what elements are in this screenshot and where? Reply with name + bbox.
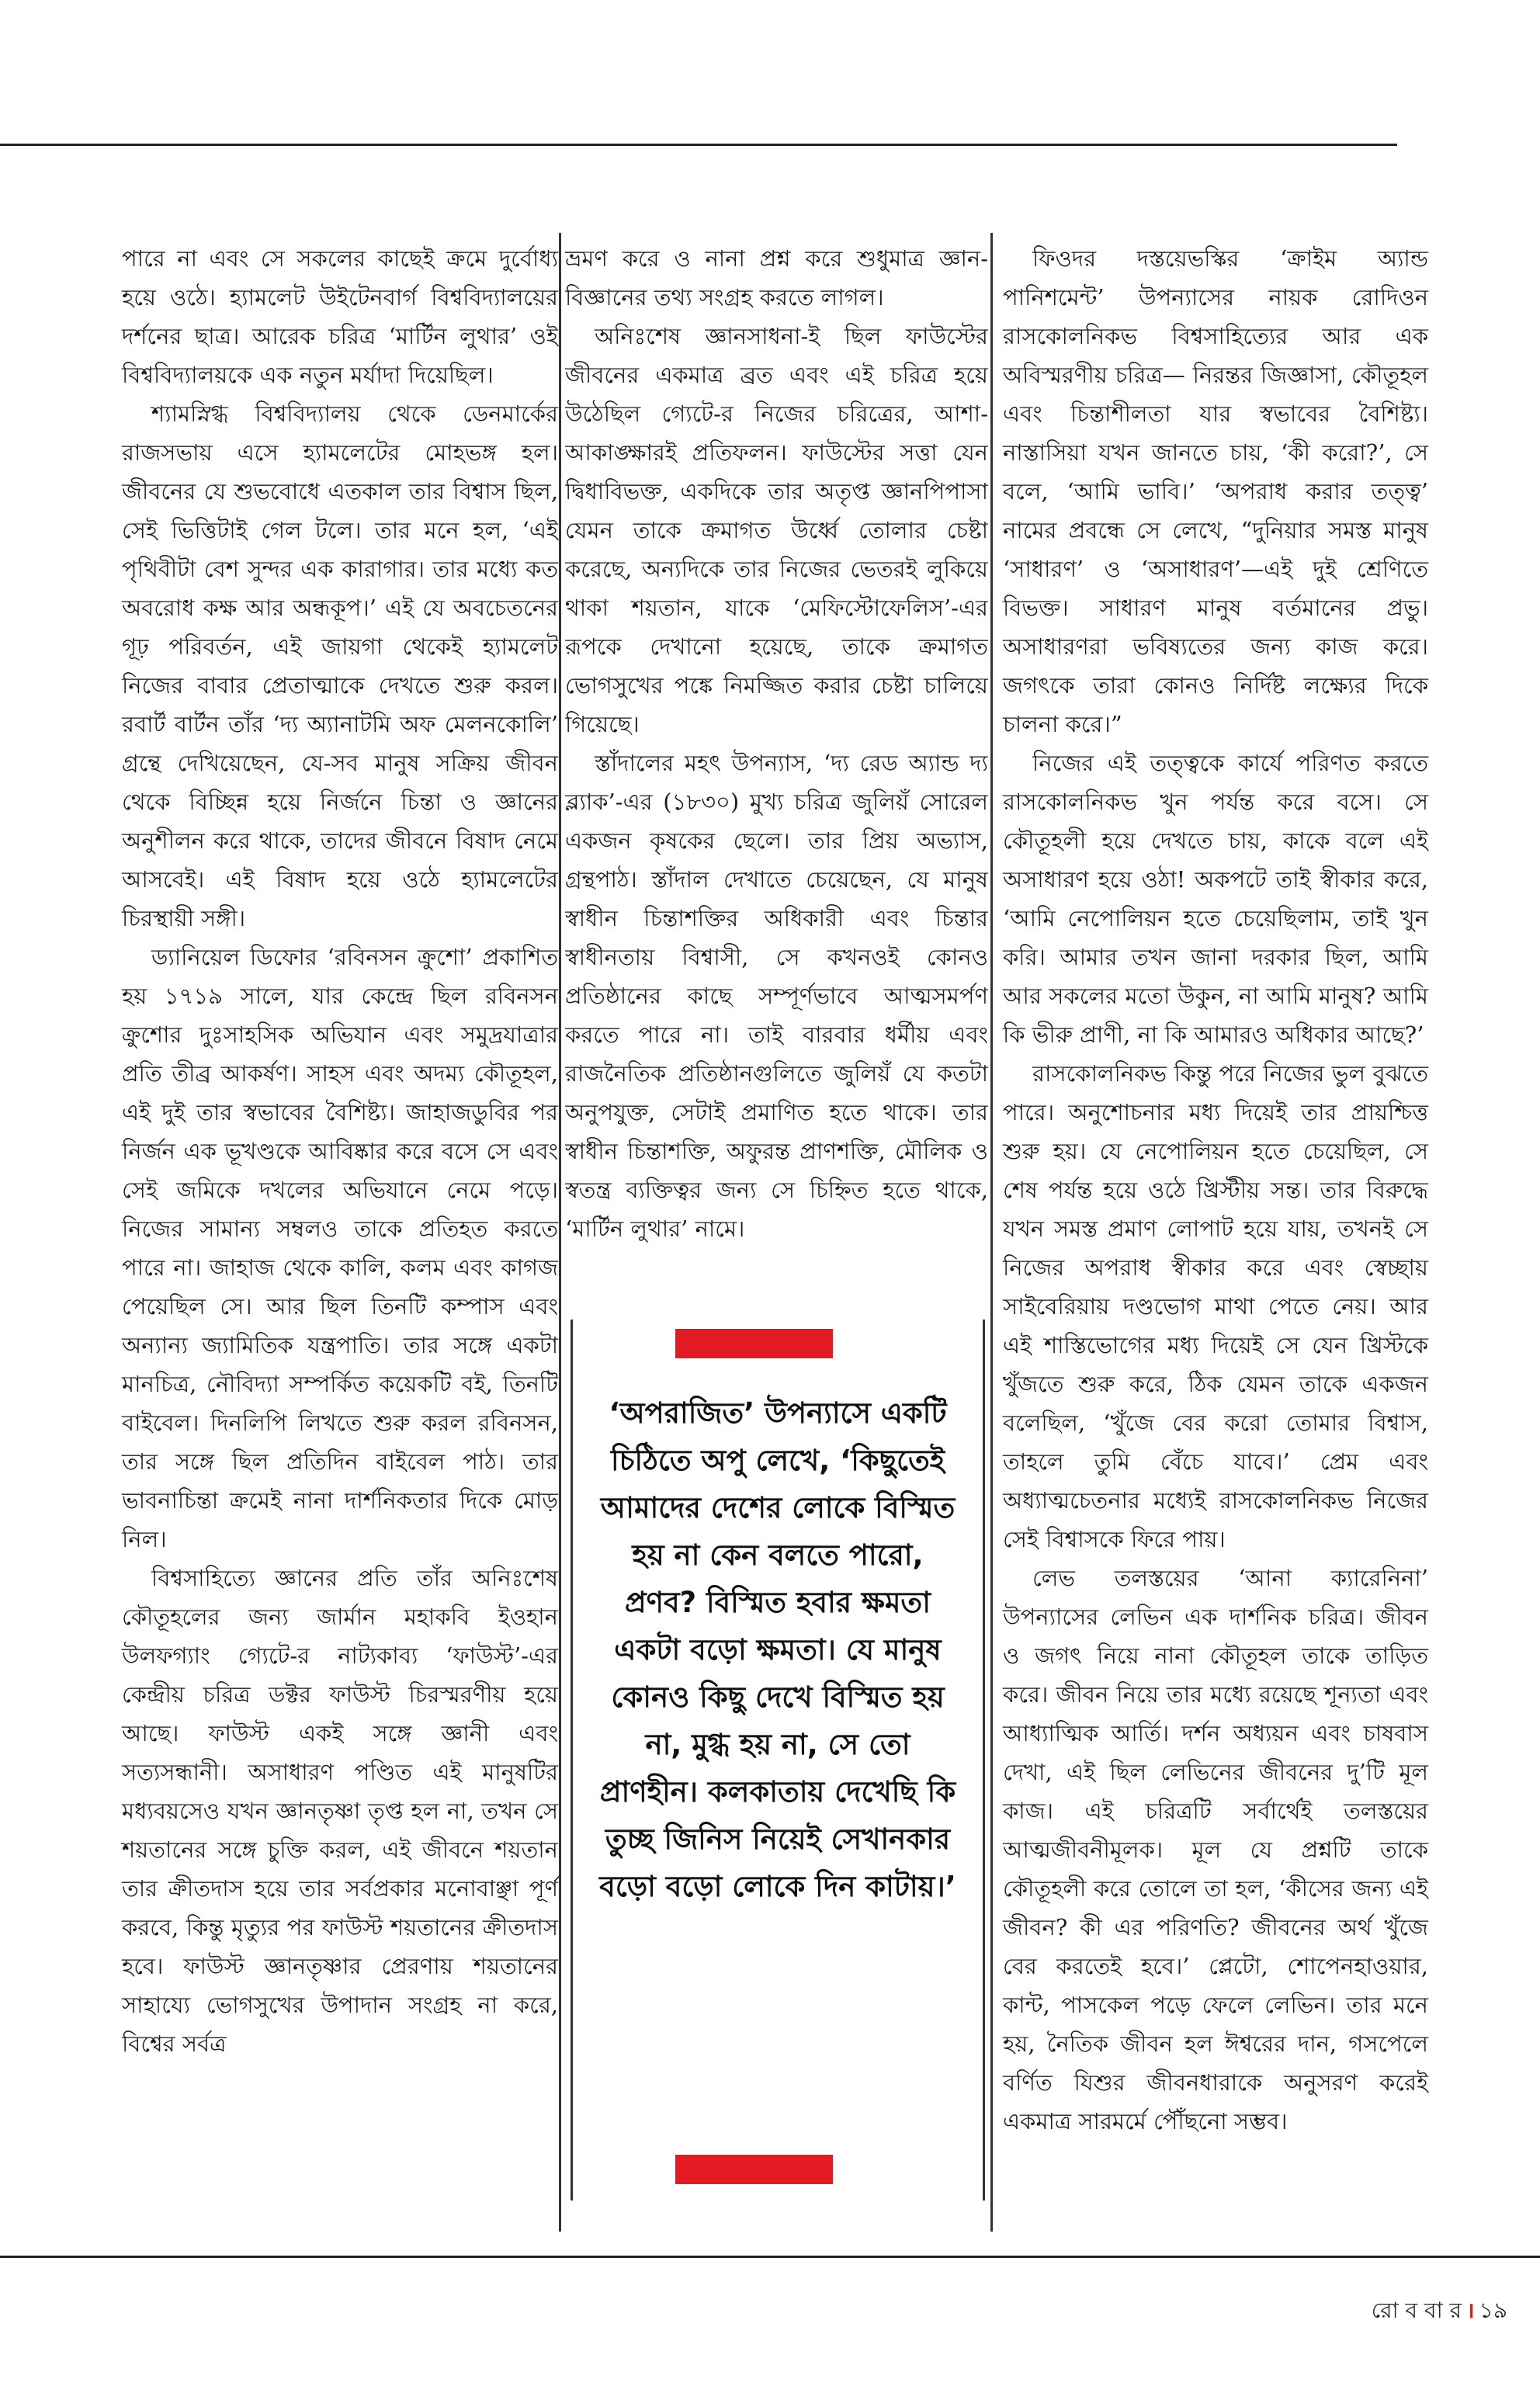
column-3	[1003, 239, 1428, 2141]
column-divider	[559, 233, 561, 2232]
paragraph: ভ্রমণ করে ও নানা প্রশ্ন করে শুধুমাত্র জ্ঞান-বিজ্ঞানের তথ্য সংগ্রহ করতে লাগল।	[565, 245, 988, 310]
paragraph: স্তাঁদালের মহৎ উপন্যাস, ‘দ্য রেড অ্যান্ড দ্য ব্ল্যাক’-এর (১৮৩০) মুখ্য চরিত্র জুলিয়ঁ সোরেল একজন কৃষকের ছেলে। তার প্রিয় অভ্যাস, গ্রন্থপাঠ। স্তাঁদাল দেখাতে চেয়েছেন, যে মানুষ স্বাধীন চিন্তাশক্তির অধিকারী এবং চিন্তার স্বাধীনতায় বিশ্বাসী, সে কখনওই কোনও প্রতিষ্ঠানের কাছে সম্পূর্ণভাবে আত্মসমর্পণ করতে পারে না। তাই বারবার ধর্মীয় এবং রাজনৈতিক প্রতিষ্ঠানগুলিতে জুলিয়ঁ যে কতটা অনুপযুক্ত, সেটাই প্রমাণিত হতে থাকে। তার স্বাধীন চিন্তাশক্তি, অফুরন্ত প্রাণশক্তি, মৌলিক ও স্বতন্ত্র ব্যক্তিত্বর জন্য সে চিহ্নিত হতে থাকে, ‘মার্টিন লুথার’ নামে।	[565, 750, 988, 1242]
column-divider	[990, 233, 993, 2232]
top-rule	[0, 144, 1397, 146]
red-bar-bottom	[675, 2155, 833, 2184]
column-1	[122, 239, 558, 2063]
page-folio	[1372, 2294, 1507, 2330]
pull-quote-box	[571, 1320, 985, 2201]
red-bar-top	[675, 1329, 833, 1358]
paragraph: লেভ তলস্তয়ের ‘আনা ক্যারেনিনা’ উপন্যাসের লেভিন এক দার্শনিক চরিত্র। জীবন ও জগৎ নিয়ে নানা কৌতূহল তাকে তাড়িত করে। জীবন নিয়ে তার মধ্যে রয়েছে শূন্যতা এবং আধ্যাত্মিক আর্তি। দর্শন অধ্যয়ন এবং চাষবাস দেখা, এই ছিল লেভিনের জীবনের দু’টি মূল কাজ। এই চরিত্রটি সর্বার্থেই তলস্তয়ের আত্মজীবনীমূলক। মূল যে প্রশ্নটি তাকে কৌতূহলী করে তোলে তা হল, ‘কীসের জন্য এই জীবন? কী এর পরিণতি? জীবনের অর্থ খুঁজে বের করতেই হবে।’ প্লেটো, শোপেনহাওয়ার, কান্ট, পাসকেল পড়ে ফেলে লেভিন। তার মনে হয়, নৈতিক জীবন হল ঈশ্বরের দান, গসপেলে বর্ণিত যিশুর জীবনধারাকে অনুসরণ করেই একমাত্র সারমর্মে পৌঁছনো সম্ভব।	[1003, 1565, 1428, 2135]
paragraph: ড্যানিয়েল ডিফোর ‘রবিনসন ক্রুশো’ প্রকাশিত হয় ১৭১৯ সালে, যার কেন্দ্রে ছিল রবিনসন ক্রুশোর দুঃসাহসিক অভিযান এবং সমুদ্রযাত্রার প্রতি তীব্র আকর্ষণ। সাহস এবং অদম্য কৌতূহল, এই দুই তার স্বভাবের বৈশিষ্ট্য। জাহাজডুবির পর নির্জন এক ভূখণ্ডকে আবিষ্কার করে বসে সে এবং সেই জমিকে দখলের অভিযানে নেমে পড়ে। নিজের সামান্য সম্বলও তাকে প্রতিহত করতে পারে না। জাহাজ থেকে কালি, কলম এবং কাগজ পেয়েছিল সে। আর ছিল তিনটি কম্পাস এবং অন্যান্য জ্যামিতিক যন্ত্রপাতি। তার সঙ্গে একটা মানচিত্র, নৌবিদ্যা সম্পর্কিত কয়েকটি বই, তিনটি বাইবেল। দিনলিপি লিখতে শুরু করল রবিনসন, তার সঙ্গে ছিল প্রতিদিন বাইবেল পাঠ। তার ভাবনাচিন্তা ক্রমেই নানা দার্শনিকতার দিকে মোড় নিল।	[122, 944, 558, 1552]
paragraph: ফিওদর দস্তয়েভস্কির ‘ক্রাইম অ্যান্ড পানিশমেন্ট’ উপন্যাসের নায়ক রোদিওন রাসকোলনিকভ বিশ্বসাহিত্যের আর এক অবিস্মরণীয় চরিত্র— নিরন্তর জিজ্ঞাসা, কৌতূহল এবং চিন্তাশীলতা যার স্বভাবের বৈশিষ্ট্য। নাস্তাসিয়া যখন জানতে চায়, ‘কী করো?’, সে বলে, ‘আমি ভাবি।’ ‘অপরাধ করার তত্ত্ব’ নামের প্রবন্ধে সে লেখে, “দুনিয়ার সমস্ত মানুষ ‘সাধারণ’ ও ‘অসাধারণ’—এই দুই শ্রেণিতে বিভক্ত। সাধারণ মানুষ বর্তমানের প্রভু। অসাধারণরা ভবিষ্যতের জন্য কাজ করে। জগৎকে তারা কোনও নির্দিষ্ট লক্ষ্যের দিকে চালনা করে।”	[1003, 245, 1428, 737]
paragraph: পারে না এবং সে সকলের কাছেই ক্রমে দুর্বোধ্য হয়ে ওঠে। হ্যামলেট উইটেনবার্গ বিশ্ববিদ্যালয়ের দর্শনের ছাত্র। আরেক চরিত্র ‘মার্টিন লুথার’ ওই বিশ্ববিদ্যালয়কে এক নতুন মর্যাদা দিয়েছিল।	[122, 245, 558, 388]
paragraph: বিশ্বসাহিত্যে জ্ঞানের প্রতি তাঁর অনিঃশেষ কৌতূহলের জন্য জার্মান মহাকবি ইওহান উলফগ্যাং গ্যেটে-র নাট্যকাব্য ‘ফাউস্ট’-এর কেন্দ্রীয় চরিত্র ডক্টর ফাউস্ট চিরস্মরণীয় হয়ে আছে। ফাউস্ট একই সঙ্গে জ্ঞানী এবং সত্যসন্ধানী। অসাধারণ পণ্ডিত এই মানুষটির মধ্যবয়সেও যখন জ্ঞানতৃষ্ণা তৃপ্ত হল না, তখন সে শয়তানের সঙ্গে চুক্তি করল, এই জীবনে শয়তান তার ক্রীতদাস হয়ে তার সর্বপ্রকার মনোবাঞ্ছা পূর্ণ করবে, কিন্তু মৃত্যুর পর ফাউস্ট শয়তানের ক্রীতদাস হবে। ফাউস্ট জ্ঞানতৃষ্ণার প্রেরণায় শয়তানের সাহায্যে ভোগসুখের উপাদান সংগ্রহ না করে, বিশ্বের সর্বত্র	[122, 1565, 558, 2057]
page-number: ১৯	[1479, 2298, 1507, 2323]
bottom-rule	[0, 2256, 1540, 2258]
magazine-name: রো ব বা র	[1371, 2298, 1462, 2323]
paragraph: অনিঃশেষ জ্ঞানসাধনা-ই ছিল ফাউস্টের জীবনের একমাত্র ব্রত এবং এই চরিত্র হয়ে উঠেছিল গ্যেটে-র নিজের চরিত্রের, আশা-আকাঙ্ক্ষারই প্রতিফলন। ফাউস্টের সত্তা যেন দ্বিধাবিভক্ত, একদিকে তার অতৃপ্ত জ্ঞানপিপাসা যেমন তাকে ক্রমাগত উর্ধ্বে তোলার চেষ্টা করেছে, অন্যদিকে তার নিজের ভেতরই লুকিয়ে থাকা শয়তান, যাকে ‘মেফিস্টোফেলিস’-এর রূপকে দেখানো হয়েছে, তাকে ক্রমাগত ভোগসুখের পঙ্কে নিমজ্জিত করার চেষ্টা চালিয়ে গিয়েছে।	[565, 323, 988, 737]
paragraph: নিজের এই তত্ত্বকে কার্যে পরিণত করতে রাসকোলনিকভ খুন পর্যন্ত করে বসে। সে কৌতূহলী হয়ে দেখতে চায়, কাকে বলে এই অসাধারণ হয়ে ওঠা! অকপটে তাই স্বীকার করে, ‘আমি নেপোলিয়ন হতে চেয়েছিলাম, তাই খুন করি। আমার তখন জানা দরকার ছিল, আমি আর সকলের মতো উকুন, না আমি মানুষ? আমি কি ভীরু প্রাণী, না কি আমারও অধিকার আছে?’	[1003, 750, 1428, 1048]
folio-separator: ।	[1466, 2298, 1475, 2323]
pull-quote-frame-left	[571, 1320, 573, 2201]
paragraph: রাসকোলনিকভ কিন্তু পরে নিজের ভুল বুঝতে পারে। অনুশোচনার মধ্য দিয়েই তার প্রায়শ্চিত্ত শুরু হয়। যে নেপোলিয়ন হতে চেয়েছিল, সে শেষ পর্যন্ত হয়ে ওঠে খ্রিস্টীয় সন্ত। তার বিরুদ্ধে যখন সমস্ত প্রমাণ লোপাট হয়ে যায়, তখনই সে নিজের অপরাধ স্বীকার করে এবং স্বেচ্ছায় সাইবেরিয়ায় দণ্ডভোগ মাথা পেতে নেয়। আর এই শাস্তিভোগের মধ্য দিয়েই সে যেন খ্রিস্টকে খুঁজতে শুরু করে, ঠিক যেমন তাকে একজন বলেছিল, ‘খুঁজে বের করো তোমার বিশ্বাস, তাহলে তুমি বেঁচে যাবে।’ প্রেম এবং অধ্যাত্মচেতনার মধ্যেই রাসকোলনিকভ নিজের সেই বিশ্বাসকে ফিরে পায়।	[1003, 1060, 1428, 1552]
pull-quote-text: ‘অপরাজিত’ উপন্যাসে একটি চিঠিতে অপু লেখে, ‘কিছুতেই আমাদের দেশের লোকে বিস্মিত হয় না কেন বলতে পারো, প্রণব? বিস্মিত হবার ক্ষমতা একটা বড়ো ক্ষমতা। যে মানুষ কোনও কিছু দেখে বিস্মিত হয় না, মুগ্ধ হয় না, সে তো প্রাণহীন। কলকাতায় দেখেছি কি তুচ্ছ জিনিস নিয়েই সেখানকার বড়ো বড়ো লোকে দিন কাটায়।’	[599, 1396, 956, 1903]
pull-quote-frame-right	[983, 1320, 985, 2201]
paragraph: শ্যামস্নিগ্ধ বিশ্ববিদ্যালয় থেকে ডেনমার্কের রাজসভায় এসে হ্যামলেটের মোহভঙ্গ হল। জীবনের যে শুভবোধে এতকাল তার বিশ্বাস ছিল, সেই ভিত্তিটাই গেল টলে। তার মনে হল, ‘এই পৃথিবীটা বেশ সুন্দর এক কারাগার। তার মধ্যে কত অবরোধ কক্ষ আর অন্ধকূপ।’ এই যে অবচেতনের গূঢ় পরিবর্তন, এই জায়গা থেকেই হ্যামলেট নিজের বাবার প্রেতাত্মাকে দেখতে শুরু করল। রবার্ট বার্টন তাঁর ‘দ্য অ্যানাটমি অফ মেলনকোলি’ গ্রন্থে দেখিয়েছেন, যে-সব মানুষ সক্রিয় জীবন থেকে বিচ্ছিন্ন হয়ে নির্জনে চিন্তা ও জ্ঞানের অনুশীলন করে থাকে, তাদের জীবনে বিষাদ নেমে আসবেই। এই বিষাদ হয়ে ওঠে হ্যামলেটের চিরস্থায়ী সঙ্গী।	[122, 401, 558, 931]
